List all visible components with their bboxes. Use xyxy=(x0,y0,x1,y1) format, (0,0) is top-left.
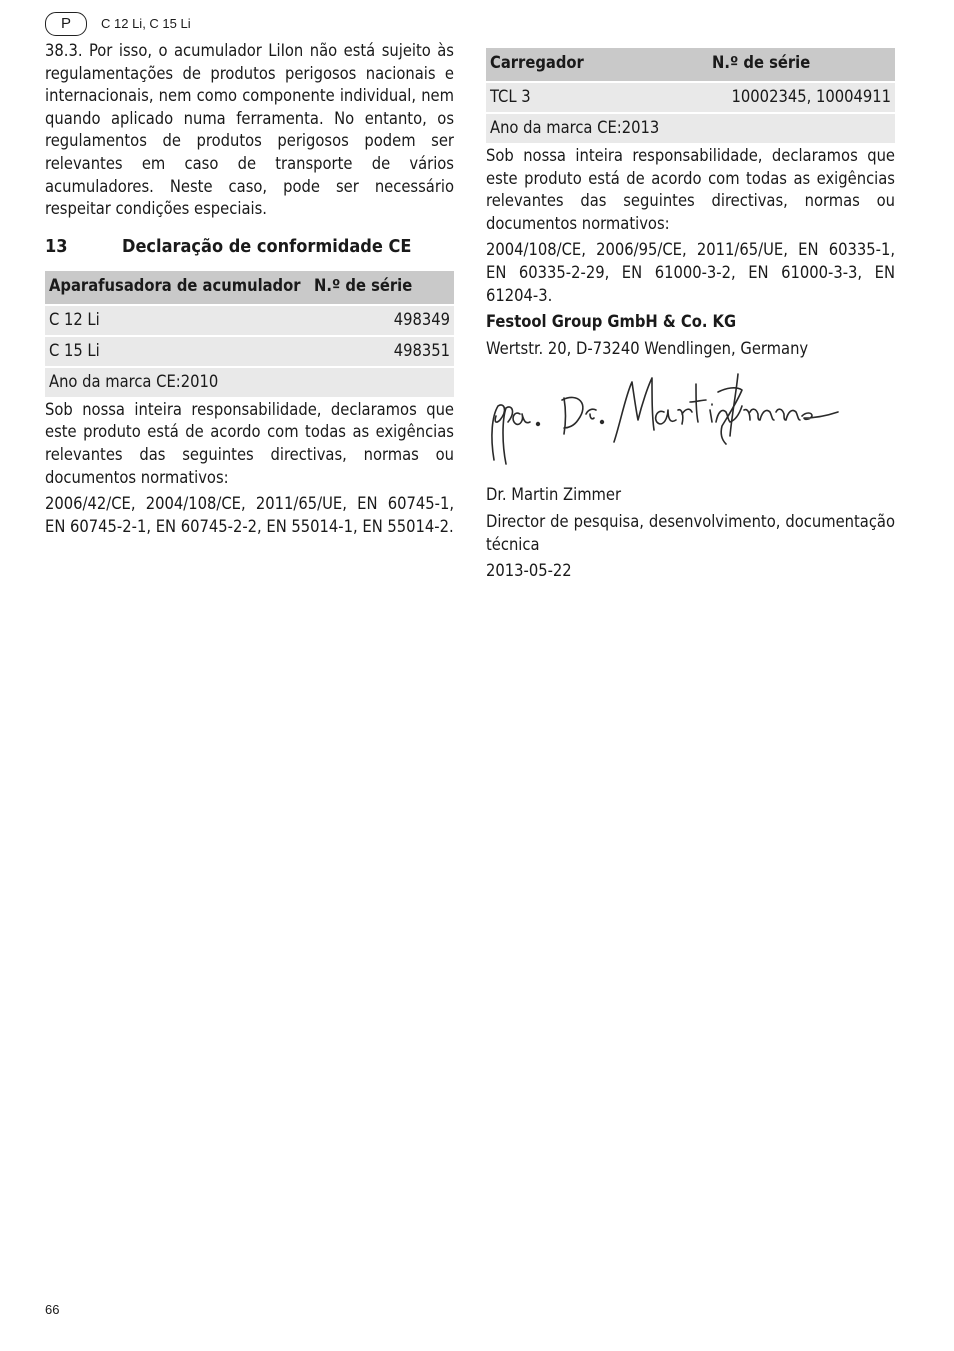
table-cell-serial: 498349 xyxy=(310,305,454,336)
table-row xyxy=(45,336,454,367)
table-cell-serial: 10002345, 10004911 xyxy=(708,82,895,113)
model-name: C 12 Li, C 15 Li xyxy=(101,15,191,31)
table-row xyxy=(45,367,454,397)
table-cell-product: C 12 Li xyxy=(45,305,310,336)
table-header-product: Carregador xyxy=(486,48,708,82)
section-title: Declaração de conformidade CE xyxy=(122,235,412,257)
declaration-date: 2013-05-22 xyxy=(486,561,572,581)
table-cell-product: C 15 Li xyxy=(45,336,310,367)
page-number: 66 xyxy=(45,1302,60,1317)
company-name: Festool Group GmbH & Co. KG xyxy=(486,312,737,332)
standards-paragraph: 2004/108/CE, 2006/95/CE, 2011/65/UE, EN 60335-1, EN 60335-2-29, EN 61000-3-2, EN 61000-3-3, EN 61204-3. xyxy=(486,240,895,305)
intro-paragraph: 38.3. Por isso, o acumulador LiIon não está sujeito às regulamentações de produtos perigosos nacionais e internacionais, nem como componente individual, nem quando aplicado numa ferramenta. No entanto, os regulamentos de produtos perigosos podem ser relevantes em caso de transporte de vários acumuladores. Neste caso, pode ser necessário respeitar condições especiais. xyxy=(45,41,454,219)
ce-year-cell: Ano da marca CE:2010 xyxy=(45,367,454,397)
declaration-paragraph: Sob nossa inteira responsabilidade, declaramos que este produto está de acordo com todas as exigências relevantes das seguintes directivas, normas ou documentos normativos: xyxy=(45,399,454,487)
charger-table xyxy=(486,48,895,143)
declaration-paragraph: Sob nossa inteira responsabilidade, declaramos que este produto está de acordo com todas as exigências relevantes das seguintes directivas, normas ou documentos normativos: xyxy=(486,146,895,233)
table-header-serial: N.º de série xyxy=(708,48,895,82)
signature xyxy=(486,364,895,484)
signer-role: Director de pesquisa, desenvolvimento, documentação técnica xyxy=(486,511,895,554)
table-row xyxy=(45,305,454,336)
table-row xyxy=(486,113,895,143)
section-number: 13 xyxy=(45,235,68,257)
section-heading xyxy=(45,235,454,259)
table-header-row xyxy=(45,271,454,305)
left-column xyxy=(45,40,454,542)
signature-image xyxy=(486,364,895,484)
table-row xyxy=(486,82,895,113)
ce-year-cell: Ano da marca CE:2013 xyxy=(486,113,895,143)
standards-paragraph: 2006/42/CE, 2004/108/CE, 2011/65/UE, EN 60745-1, EN 60745-2-1, EN 60745-2-2, EN 55014-1, EN 55014-2. xyxy=(45,494,454,536)
signer-name: Dr. Martin Zimmer xyxy=(486,485,622,505)
right-column xyxy=(486,48,895,587)
language-badge: P xyxy=(45,12,87,36)
table-header-product: Aparafusadora de acumulador xyxy=(45,271,310,305)
company-address: Wertstr. 20, D-73240 Wendlingen, Germany xyxy=(486,338,809,358)
table-cell-product: TCL 3 xyxy=(486,82,708,113)
table-header-row xyxy=(486,48,895,82)
screwdriver-table xyxy=(45,271,454,397)
table-header-serial: N.º de série xyxy=(310,271,454,305)
page-header xyxy=(45,11,191,37)
table-cell-serial: 498351 xyxy=(310,336,454,367)
